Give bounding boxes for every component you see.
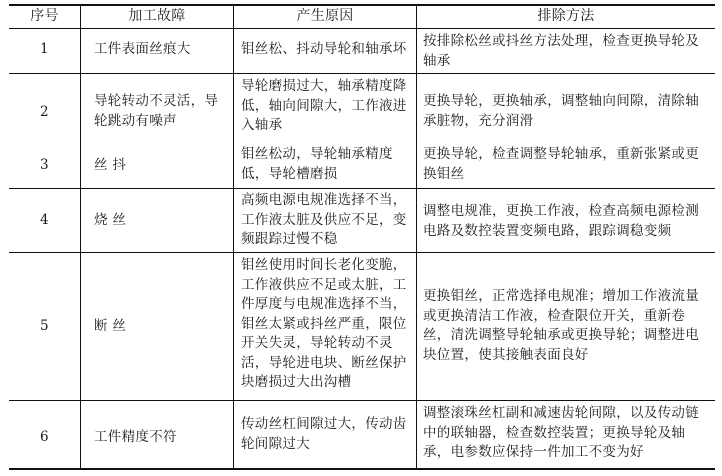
row-4-no: 4 [40,212,49,228]
rule-col-2 [233,4,234,470]
row-1-cause: 钼丝松、抖动导轮和轴承坏 [241,41,407,57]
row-5-no: 5 [40,318,49,334]
fault-table [9,4,715,470]
header-no: 序号 [30,8,59,24]
row-1-fault: 工件表面丝痕大 [94,41,191,57]
rule-row-4 [9,252,715,253]
row-6-remedy: 调整滚珠丝杠副和减速齿轮间隙，以及传动链中的联轴器，检查数控装置；更换导轮及轴承，电参数应保持一件加工不变为好 [423,405,699,460]
rule-header [9,28,715,29]
header-remedy: 排除方法 [537,8,595,24]
header-cause: 产生原因 [296,8,354,24]
row-4-cause: 高频电源电规准选择不当，工作液太脏及供应不足，变频跟踪过慢不稳 [241,192,407,247]
row-5-remedy: 更换钼丝，正常选择电规准；增加工作液流量或更换清洁工作液，检查限位开关，重新卷丝，清洗调整导轮轴承或更换导轮；调整进电块位置，使其接触表面良好 [423,288,699,363]
row-3-cause: 钼丝松动，导轮轴承精度低，导轮槽磨损 [241,146,393,182]
row-3-remedy: 更换导轮，检查调整导轮轴承，重新张紧或更换钼丝 [423,146,699,182]
row-6-cause: 传动丝杠间隙过大，传动齿轮间隙过大 [241,416,407,452]
row-1-no: 1 [40,41,49,57]
rule-row-3 [9,188,715,189]
row-5-cause: 钼丝使用时间长老化变脆，工作液供应不足或太脏，工件厚度与电规准选择不当，钼丝太紧或抖丝严重，限位开关失灵，导轮转动不灵活，导轮进电块、断丝保护块磨损过大出沟槽 [241,257,407,390]
rule-top [9,4,715,6]
header-fault: 加工故障 [128,8,186,24]
rule-col-3 [416,4,417,470]
row-6-fault: 工件精度不符 [94,429,177,445]
row-5-fault: 断 丝 [94,318,127,334]
rule-col-1 [80,4,81,470]
rule-row-1 [9,73,715,74]
row-1-remedy: 按排除松丝或抖丝方法处理，检查更换导轮及轴承 [423,33,699,69]
rule-bottom [9,468,715,470]
row-3-no: 3 [40,157,49,173]
row-2-no: 2 [40,104,49,120]
row-2-fault: 导轮转动不灵活，导轮跳动有噪声 [94,93,219,129]
rule-row-5 [9,400,715,401]
row-6-no: 6 [40,429,49,445]
row-2-cause: 导轮磨损过大，轴承精度降低，轴向间隙大，工作液进入轴承 [241,78,407,133]
row-4-remedy: 调整电规准，更换工作液，检查高频电源检测电路及数控装置变频电路，跟踪调稳变频 [423,203,699,239]
row-2-remedy: 更换导轮，更换轴承，调整轴向间隙，清除轴承脏物，充分润滑 [423,93,699,129]
row-4-fault: 烧 丝 [94,212,127,228]
row-3-fault: 丝 抖 [94,157,127,173]
